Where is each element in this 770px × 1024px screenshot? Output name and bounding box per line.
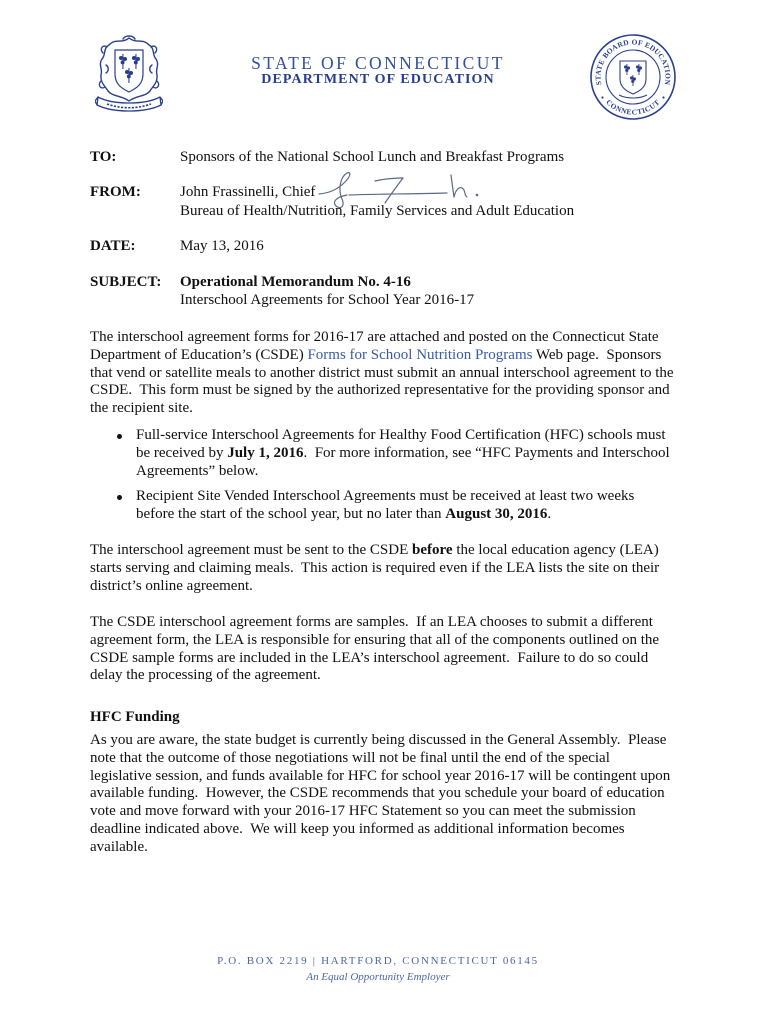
text-run: the local education agency (LEA) [452, 542, 659, 558]
seal-top-text-path: STATE BOARD OF EDUCATION [593, 37, 673, 86]
bullet-line: Full-service Interschool Agreements for Healthy Food Certification (HFC) schools must [136, 427, 666, 443]
paragraph-line: available funding. However, the CSDE recommends that you schedule your board of education [90, 785, 665, 802]
paragraph-line: legislative session, and funds available for HFC for school year 2016-17 will be contingent upon [90, 767, 671, 784]
seal-emblem [619, 61, 647, 98]
paragraph-line: the recipient site. [90, 400, 193, 417]
deadline-recipient-site: August 30, 2016 [445, 505, 548, 522]
text-run: Web page. Sponsors [532, 346, 662, 363]
text-run: Department of Education’s (CSDE) [90, 346, 308, 363]
bullet-icon [117, 495, 122, 500]
seal-separator-dot [662, 96, 664, 98]
date-label: DATE: [90, 238, 136, 254]
hfc-paragraph [90, 732, 670, 857]
emphasis-before: before [412, 542, 453, 558]
footer-address: P.O. BOX 2219 | HARTFORD, CONNECTICUT 06145 [217, 955, 539, 967]
text-run: before the start of the school year, but no later than [136, 505, 446, 522]
signature-stroke [319, 173, 350, 208]
paragraph-line: district’s online agreement. [90, 577, 253, 594]
seal-separator-dot [601, 96, 603, 98]
text-run: . [547, 505, 552, 522]
paragraph-line: The interschool agreement forms for 2016-17 are attached and posted on the Connecticut State [90, 329, 659, 345]
paragraph-line: note that the outcome of those negotiations will not be final until the end of the special [90, 749, 610, 766]
agency-name: STATE OF CONNECTICUT [251, 53, 505, 73]
paragraph-line: CSDE. This form must be signed by the authorized representative for the providing sponsor and [90, 382, 670, 399]
bullet-line [136, 506, 634, 524]
signature [305, 166, 490, 212]
signature-stroke [451, 175, 467, 197]
footer-tagline: An Equal Opportunity Employer [306, 971, 450, 983]
department-name: DEPARTMENT OF EDUCATION [261, 72, 495, 87]
deadline-hfc: July 1, 2016 [227, 444, 304, 461]
paragraph-line: available. [90, 838, 148, 855]
samples-paragraph [90, 614, 659, 685]
paragraph-line: starts serving and claiming meals. This action is required even if the LEA lists the site on their [90, 559, 660, 576]
from-bureau: Bureau of Health/Nutrition, Family Services and Adult Education [180, 203, 575, 219]
seal-ribbon [95, 97, 163, 111]
bullet-item [136, 488, 634, 524]
paragraph-line: vote and move forward with your 2016-17 HFC Statement so you can meet the submission [90, 803, 636, 820]
forms-for-school-nutrition-programs-link[interactable]: Forms for School Nutrition Programs [307, 346, 533, 363]
signature-stroke [349, 193, 447, 195]
intro-paragraph [90, 329, 674, 418]
bullet-line: Agreements” below. [136, 462, 259, 479]
paragraph-line: CSDE sample forms are included in the LEA’s interschool agreement. Failure to do so could [90, 649, 649, 666]
from-label: FROM: [90, 184, 141, 200]
text-run: . For more information, see “HFC Payments and Interschool [303, 444, 670, 461]
bullet-line [136, 445, 670, 463]
paragraph-line: The CSDE interschool agreement forms are samples. If an LEA chooses to submit a different [90, 614, 653, 630]
bullet-icon [117, 434, 122, 439]
submission-paragraph [90, 542, 659, 595]
paragraph-line: As you are aware, the state budget is currently being discussed in the General Assembly. Please [90, 732, 667, 748]
bullet-line: Recipient Site Vended Interschool Agreements must be received at least two weeks [136, 488, 635, 504]
text-run: The interschool agreement must be sent to the CSDE [90, 542, 413, 558]
paragraph-line: that vend or satellite meals to another district must submit an annual interschool agreement to the [90, 364, 674, 381]
text-run: be received by [136, 444, 228, 461]
paragraph-line [90, 542, 659, 560]
paragraph-line: agreement form, the LEA is responsible for ensuring that all of the components outlined on the [90, 631, 660, 648]
subject-label: SUBJECT: [90, 274, 162, 290]
to-recipients: Sponsors of the National School Lunch and Breakfast Programs [180, 149, 565, 165]
signature-stroke [375, 178, 403, 203]
section-heading-hfc-funding: HFC Funding [90, 709, 180, 725]
paragraph-line [90, 347, 674, 365]
paragraph-line: deadline indicated above. We will keep you informed as additional information becomes [90, 820, 625, 837]
paragraph-line: delay the processing of the agreement. [90, 667, 321, 684]
signature-dot [476, 194, 479, 197]
subject-subtitle: Interschool Agreements for School Year 2016-17 [180, 292, 475, 308]
to-label: TO: [90, 149, 117, 165]
memo-date: May 13, 2016 [180, 238, 264, 254]
seal-bottom-text-path: CONNECTICUT [604, 97, 662, 117]
state-board-of-education-seal-icon [589, 33, 677, 121]
subject-title: Operational Memorandum No. 4-16 [180, 274, 411, 290]
bullet-item [136, 427, 670, 480]
from-name: John Frassinelli, Chief [180, 184, 316, 200]
